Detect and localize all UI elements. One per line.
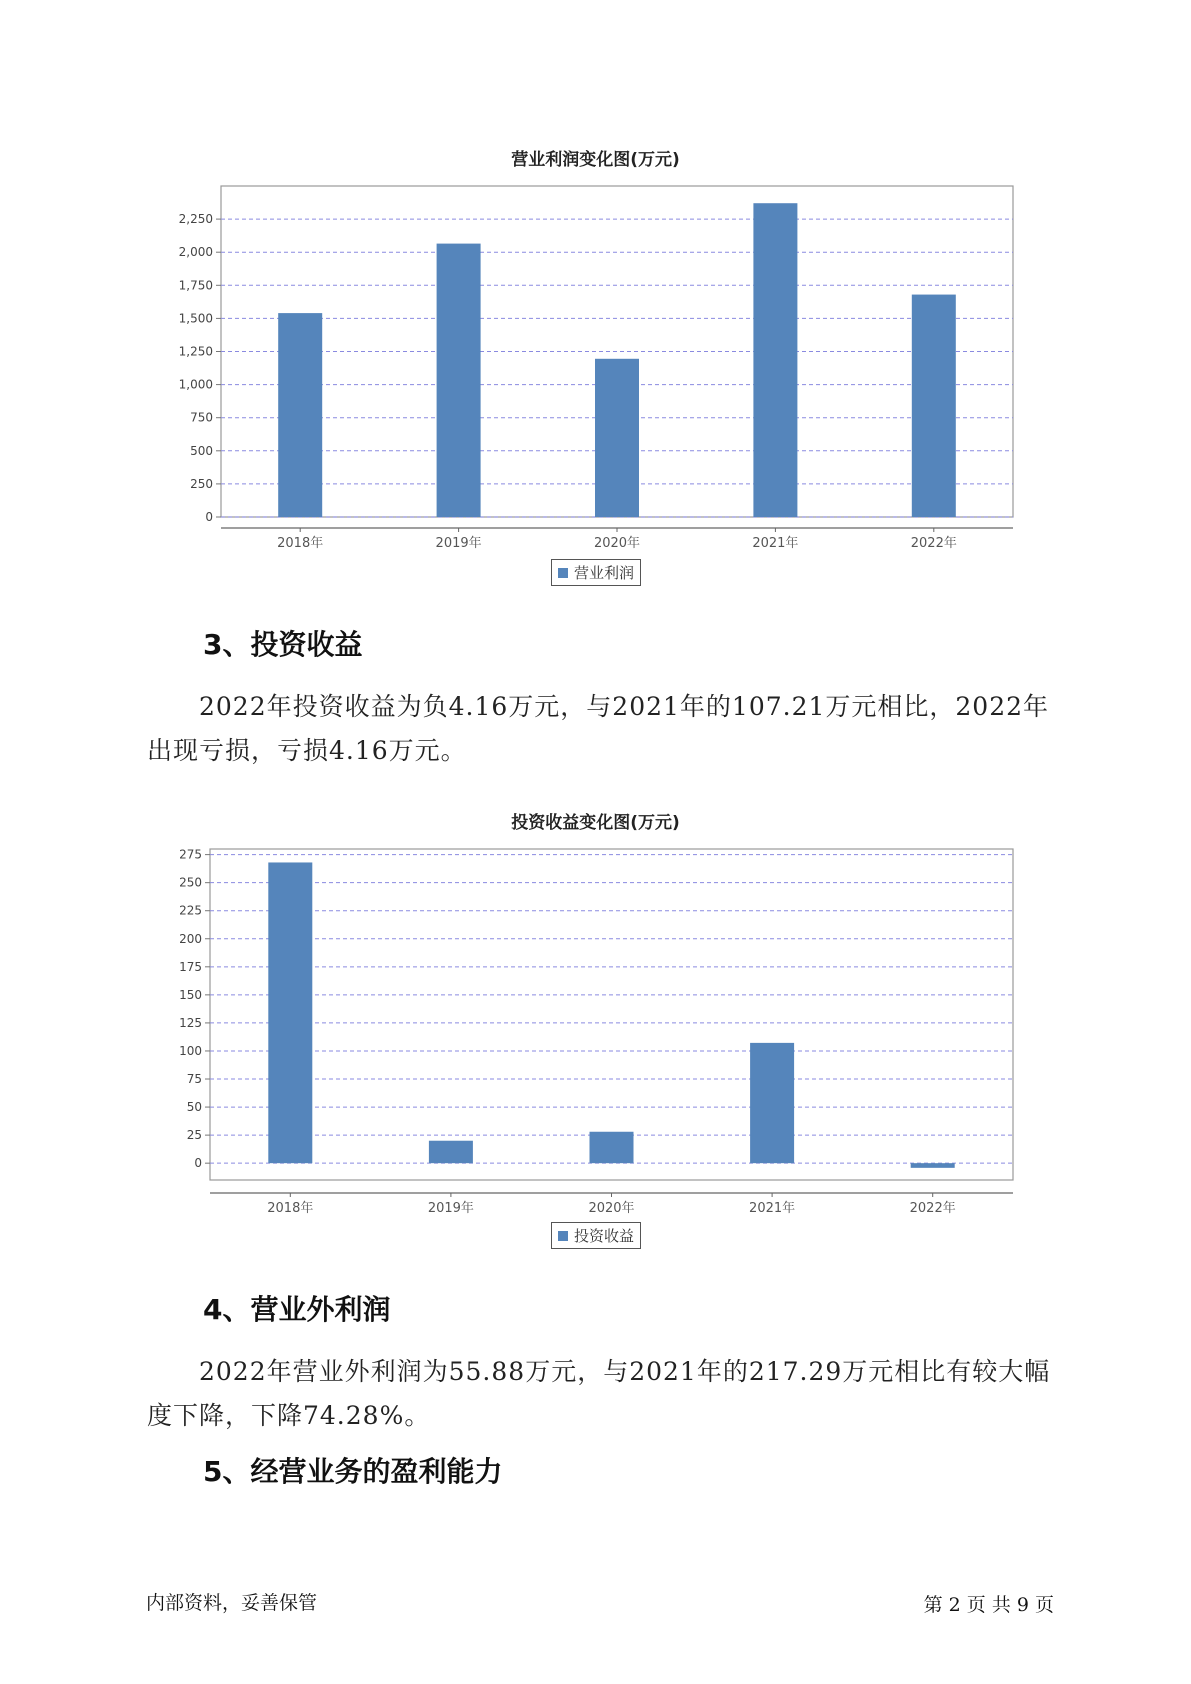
chart-2-title: 投资收益变化图(万元) [511, 813, 680, 833]
chart-2-y-tick-label: 0 [194, 1156, 202, 1171]
legend-swatch [558, 1231, 568, 1241]
chart-2-y-tick-label: 225 [179, 903, 202, 918]
chart-2-plot-frame [210, 849, 1013, 1180]
chart-2-y-tick-label: 125 [179, 1015, 202, 1030]
chart-2-x-tick-label: 2019年 [427, 1201, 474, 1216]
chart-1-x-tick-label: 2022年 [910, 536, 957, 551]
chart-2-bar-2021年 [750, 1043, 794, 1163]
chart-2-y-tick-label: 275 [179, 847, 202, 862]
chart-1-y-tick-label: 750 [190, 410, 213, 425]
chart-2-bar-2022年 [911, 1163, 955, 1168]
chart-1-y-tick-label: 2,000 [178, 245, 213, 260]
section-3-heading: 3、投资收益 [203, 628, 363, 661]
chart-1-y-tick-label: 0 [205, 510, 213, 524]
chart-1-legend-label: 营业利润 [574, 564, 635, 582]
chart-2-x-tick-label: 2020年 [588, 1201, 635, 1216]
chart-2-x-tick-label: 2022年 [909, 1201, 956, 1216]
chart-2-y-tick-label: 50 [186, 1100, 202, 1115]
footer-confidential-note: 内部资料，妥善保管 [146, 1592, 318, 1614]
chart-1-x-tick-label: 2020年 [593, 536, 641, 551]
footer-page-number: 第 2 页 共 9 页 [923, 1594, 1054, 1616]
section-4-heading: 4、营业外利润 [203, 1293, 391, 1326]
chart-2-x-tick-label: 2021年 [749, 1201, 796, 1216]
chart-1-y-tick-label: 250 [190, 476, 213, 491]
section-4-paragraph: 2022年营业外利润为55.88万元，与2021年的217.29万元相比有较大幅度下降，下降74.28%。 [147, 1357, 1051, 1430]
section-5-heading: 5、经营业务的盈利能力 [203, 1455, 503, 1488]
chart-2-bar-2020年 [590, 1132, 634, 1163]
chart-1-y-tick-label: 1,250 [178, 344, 213, 359]
chart-2-y-tick-label: 175 [179, 959, 202, 974]
chart-2-y-tick-label: 250 [179, 875, 202, 890]
chart-1-y-tick-label: 1,000 [178, 377, 213, 392]
chart-2-y-tick-label: 200 [179, 931, 202, 946]
chart-1-title: 营业利润变化图(万元) [511, 150, 680, 170]
chart-2-x-tick-label: 2018年 [267, 1201, 314, 1216]
chart-1-y-tick-label: 2,250 [178, 212, 213, 227]
chart-2-bar-2019年 [429, 1141, 473, 1163]
section-3-paragraph: 2022年投资收益为负4.16万元，与2021年的107.21万元相比，2022年出现亏损，亏损4.16万元。 [147, 692, 1050, 765]
chart-2-y-tick-label: 25 [186, 1128, 202, 1143]
chart-1-y-tick-label: 500 [190, 443, 213, 458]
chart-1-x-tick-label: 2021年 [752, 536, 799, 551]
chart-2-bar-2018年 [268, 862, 312, 1163]
chart-2-legend-label: 投资收益 [574, 1227, 635, 1245]
chart-2-y-tick-label: 100 [179, 1043, 202, 1058]
chart-1-y-tick-label: 1,500 [178, 311, 213, 326]
chart-2-y-tick-label: 75 [186, 1072, 202, 1087]
chart-1-y-tick-label: 1,750 [178, 278, 213, 293]
chart-2-legend [551, 1222, 641, 1249]
chart-2-y-tick-label: 150 [179, 987, 202, 1002]
chart-1-x-tick-label: 2019年 [435, 536, 482, 551]
chart-1-x-tick-label: 2018年 [277, 536, 324, 551]
